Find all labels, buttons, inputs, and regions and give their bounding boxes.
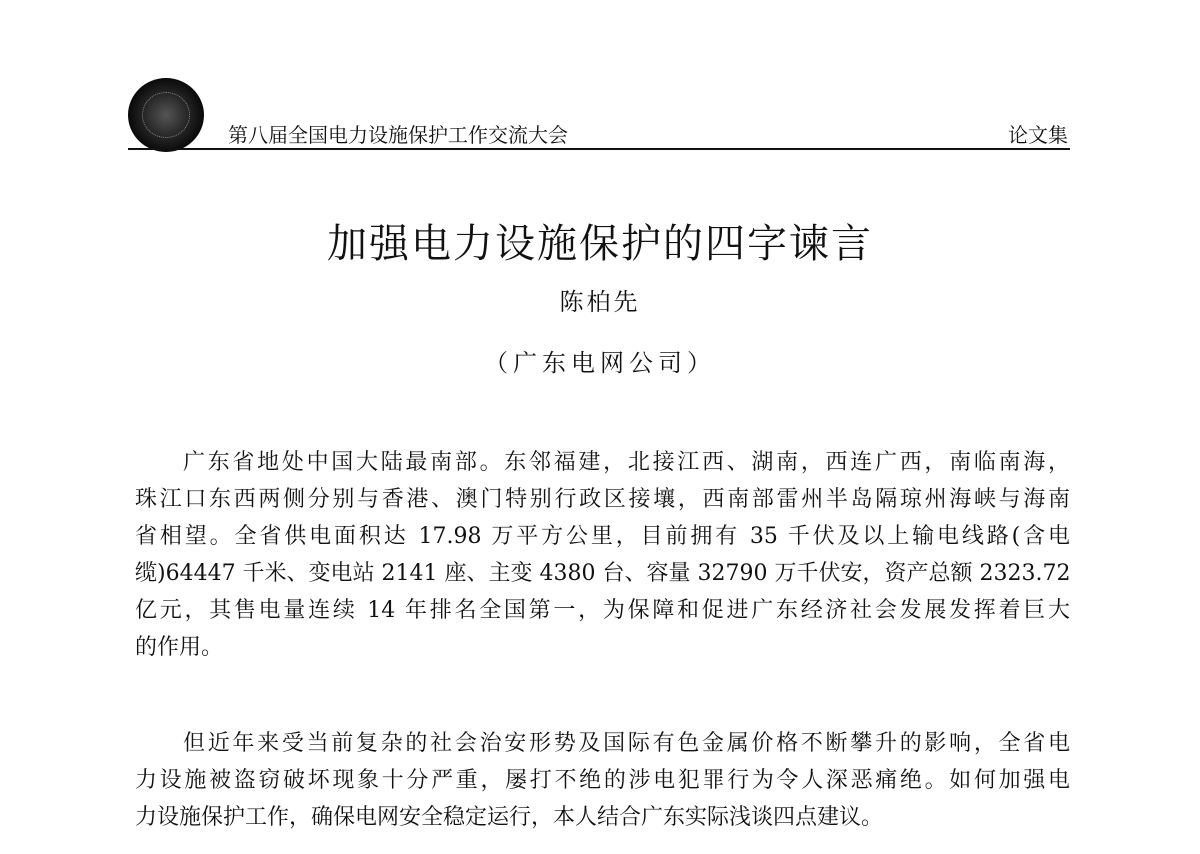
paragraph-1-line: 的作用。 xyxy=(135,635,224,660)
paper-author: 陈柏先 xyxy=(559,288,641,316)
paragraph-1-line: 珠江口东西两侧分别与香港、澳门特别行政区接壤，西南部雷州半岛隔琼州海峡与海南 xyxy=(135,487,1070,512)
paper-title: 加强电力设施保护的四字谏言 xyxy=(327,221,873,267)
paragraph-2-line: 但近年来受当前复杂的社会治安形势及国际有色金属价格不断攀升的影响，全省电 xyxy=(183,731,1070,756)
paragraph-2-line: 力设施保护工作，确保电网安全稳定运行，本人结合广东实际浅谈四点建议。 xyxy=(135,805,884,830)
paragraph-1-line: 缆)64447 千米、变电站 2141 座、主变 4380 台、容量 32790 万千伏安，资产总额 2323.72 xyxy=(135,561,1071,586)
paper-affiliation: （广东电网公司） xyxy=(484,349,716,377)
paragraph-1-line: 广东省地处中国大陆最南部。东邻福建，北接江西、湖南，西连广西，南临南海， xyxy=(183,450,1070,475)
running-header-collection: 论文集 xyxy=(1008,123,1068,147)
paragraph-2-line: 力设施被盗窃破坏现象十分严重，屡打不绝的涉电犯罪行为令人深恶痛绝。如何加强电 xyxy=(135,768,1070,793)
header-rule xyxy=(128,148,1070,150)
conference-logo-icon xyxy=(128,78,204,152)
paragraph-1-line: 省相望。全省供电面积达 17.98 万平方公里，目前拥有 35 千伏及以上输电线路(含电 xyxy=(135,524,1070,549)
running-header-conference: 第八届全国电力设施保护工作交流大会 xyxy=(228,123,568,147)
paragraph-1-line: 亿元，其售电量连续 14 年排名全国第一，为保障和促进广东经济社会发展发挥着巨大 xyxy=(135,598,1070,623)
